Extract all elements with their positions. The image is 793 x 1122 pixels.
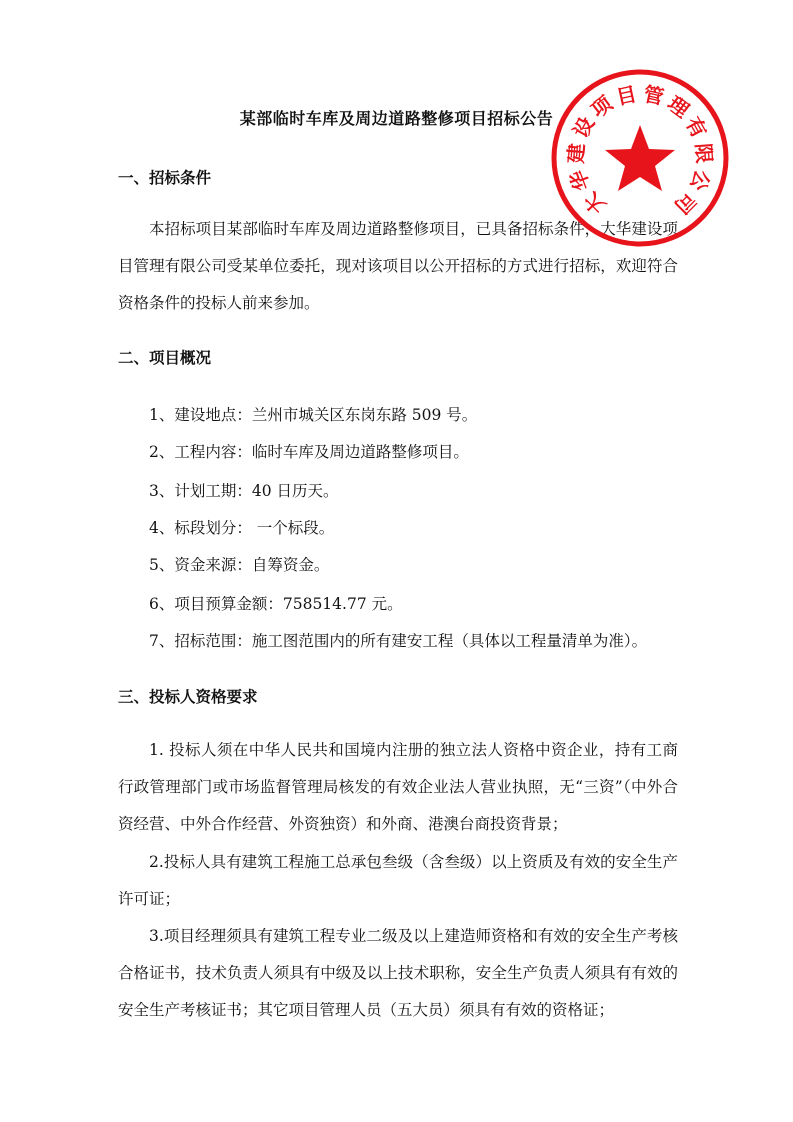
overview-item-duration: 3、计划工期：40 日历天。 <box>149 482 339 500</box>
overview-item-funding: 5、资金来源：自筹资金。 <box>149 556 330 574</box>
company-seal-stamp <box>549 67 731 249</box>
overview-item-budget: 6、项目预算金额：758514.77 元。 <box>149 595 403 613</box>
seal-character: 限 <box>691 142 717 165</box>
section-heading-conditions: 一、招标条件 <box>118 168 212 187</box>
section-heading-qualifications: 三、投标人资格要求 <box>118 687 258 706</box>
seal-character: 华 <box>565 166 595 194</box>
seal-character: 项 <box>586 91 617 123</box>
seal-character: 管 <box>641 81 666 110</box>
qualification-paragraph-3: 3.项目经理须具有建筑工程专业二级及以上建造师资格和有效的安全生产考核合格证书，技术负责人须具有中级及以上技术职称，安全生产负责人须具有有效的安全生产考核证书；其它项目管理人员（五大员）须具有有效的资格证； <box>118 927 678 1019</box>
qualification-paragraph-1: 1. 投标人须在中华人民共和国境内注册的独立法人资格中资企业，持有工商行政管理部门或市场监督管理局核发的有效企业法人营业执照，无“三资”（中外合资经营、中外合作经营、外资独资）和外商、港澳台商投资背景； <box>118 741 678 833</box>
document-title: 某部临时车库及周边道路整修项目招标公告 <box>239 109 554 128</box>
overview-item-location: 1、建设地点：兰州市城关区东岗东路 509 号。 <box>149 406 478 424</box>
section-heading-overview: 二、项目概况 <box>118 348 212 367</box>
seal-star-icon <box>605 125 675 191</box>
overview-item-content: 2、工程内容：临时车库及周边道路整修项目。 <box>149 443 469 461</box>
overview-item-lots: 4、标段划分： 一个标段。 <box>149 519 335 537</box>
seal-character: 目 <box>614 81 639 110</box>
seal-character: 建 <box>563 142 589 165</box>
seal-character: 有 <box>680 112 712 142</box>
seal-character: 大 <box>579 187 611 219</box>
seal-character: 设 <box>568 112 600 142</box>
overview-item-scope: 7、招标范围：施工图范围内的所有建安工程（具体以工程量清单为准）。 <box>149 632 648 650</box>
qualification-paragraph-2: 2.投标人具有建筑工程施工总承包叁级（含叁级）以上资质及有效的安全生产许可证； <box>118 853 678 908</box>
seal-character: 司 <box>669 187 701 219</box>
section-body-conditions: 本招标项目某部临时车库及周边道路整修项目，已具备招标条件，大华建设项目管理有限公司受某单位委托，现对该项目以公开招标的方式进行招标，欢迎符合资格条件的投标人前来参加。 <box>118 220 678 312</box>
seal-character: 理 <box>663 91 694 123</box>
seal-character: 公 <box>685 166 715 194</box>
